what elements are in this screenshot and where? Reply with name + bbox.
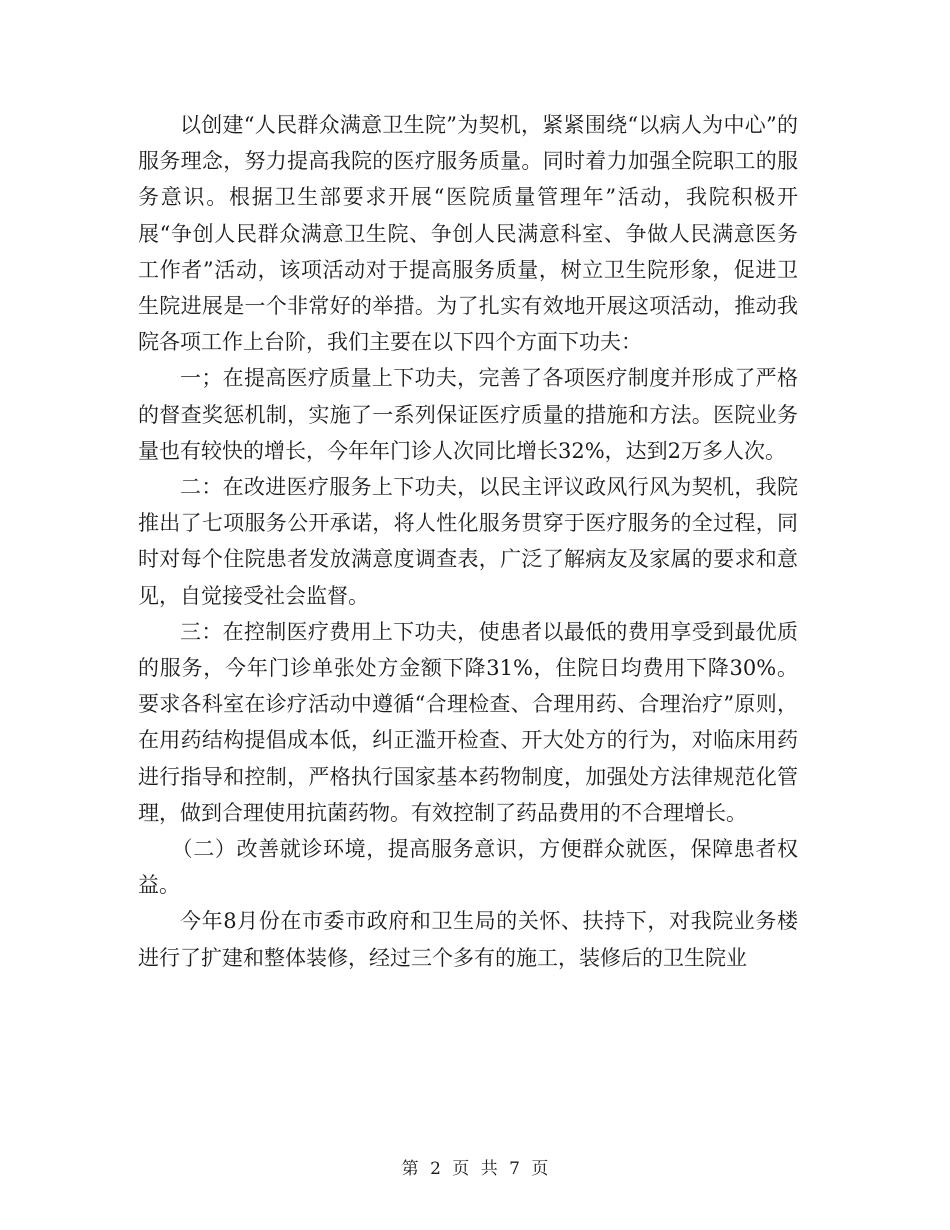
paragraph-item-3: 三：在控制医疗费用上下功夫，使患者以最低的费用享受到最优质的服务，今年门诊单张处方金额下降31%，住院日均费用下降30%。要求各科室在诊疗活动中遵循“合理检查、合理用药、合理治疗”原则，在用药结构提倡成本低，纠正滥开检查、开大处方的行为，对临床用药进行指导和控制，严格执行国家基本药物制度，加强处方法律规范化管理，做到合理使用抗菌药物。有效控制了药品费用的不合理增长。 bbox=[138, 619, 798, 825]
paragraph-intro: 以创建“人民群众满意卫生院”为契机，紧紧围绕“以病人为中心”的服务理念，努力提高我院的医疗服务质量。同时着力加强全院职工的服务意识。根据卫生部要求开展“医院质量管理年”活动，我院积极开展“争创人民群众满意卫生院、争创人民满意科室、争做人民满意医务工作者”活动，该项活动对于提高服务质量，树立卫生院形象，促进卫生院进展是一个非常好的举措。为了扎实有效地开展这项活动，推动我院各项工作上台阶，我们主要在以下四个方面下功夫： bbox=[138, 113, 798, 355]
paragraph-item-2: 二：在改进医疗服务上下功夫，以民主评议政风行风为契机，我院推出了七项服务公开承诺，将人性化服务贯穿于医疗服务的全过程，同时对每个住院患者发放满意度调查表，广泛了解病友及家属的要求和意见，自觉接受社会监督。 bbox=[138, 475, 798, 608]
document-body bbox=[138, 107, 798, 976]
paragraph-item-1: 一；在提高医疗质量上下功夫，完善了各项医疗制度并形成了严格的督查奖惩机制，实施了一系列保证医疗质量的措施和方法。医院业务量也有较快的增长，今年年门诊人次同比增长32%，达到2万多人次。 bbox=[138, 366, 798, 463]
page-number-footer: 第 2 页 共 7 页 bbox=[401, 1159, 549, 1179]
paragraph-environment: 今年8月份在市委市政府和卫生局的关怀、扶持下，对我院业务楼进行了扩建和整体装修，经过三个多有的施工，装修后的卫生院业 bbox=[138, 909, 798, 970]
section-heading: （二）改善就诊环境，提高服务意识，方便群众就医，保障患者权益。 bbox=[138, 837, 798, 898]
